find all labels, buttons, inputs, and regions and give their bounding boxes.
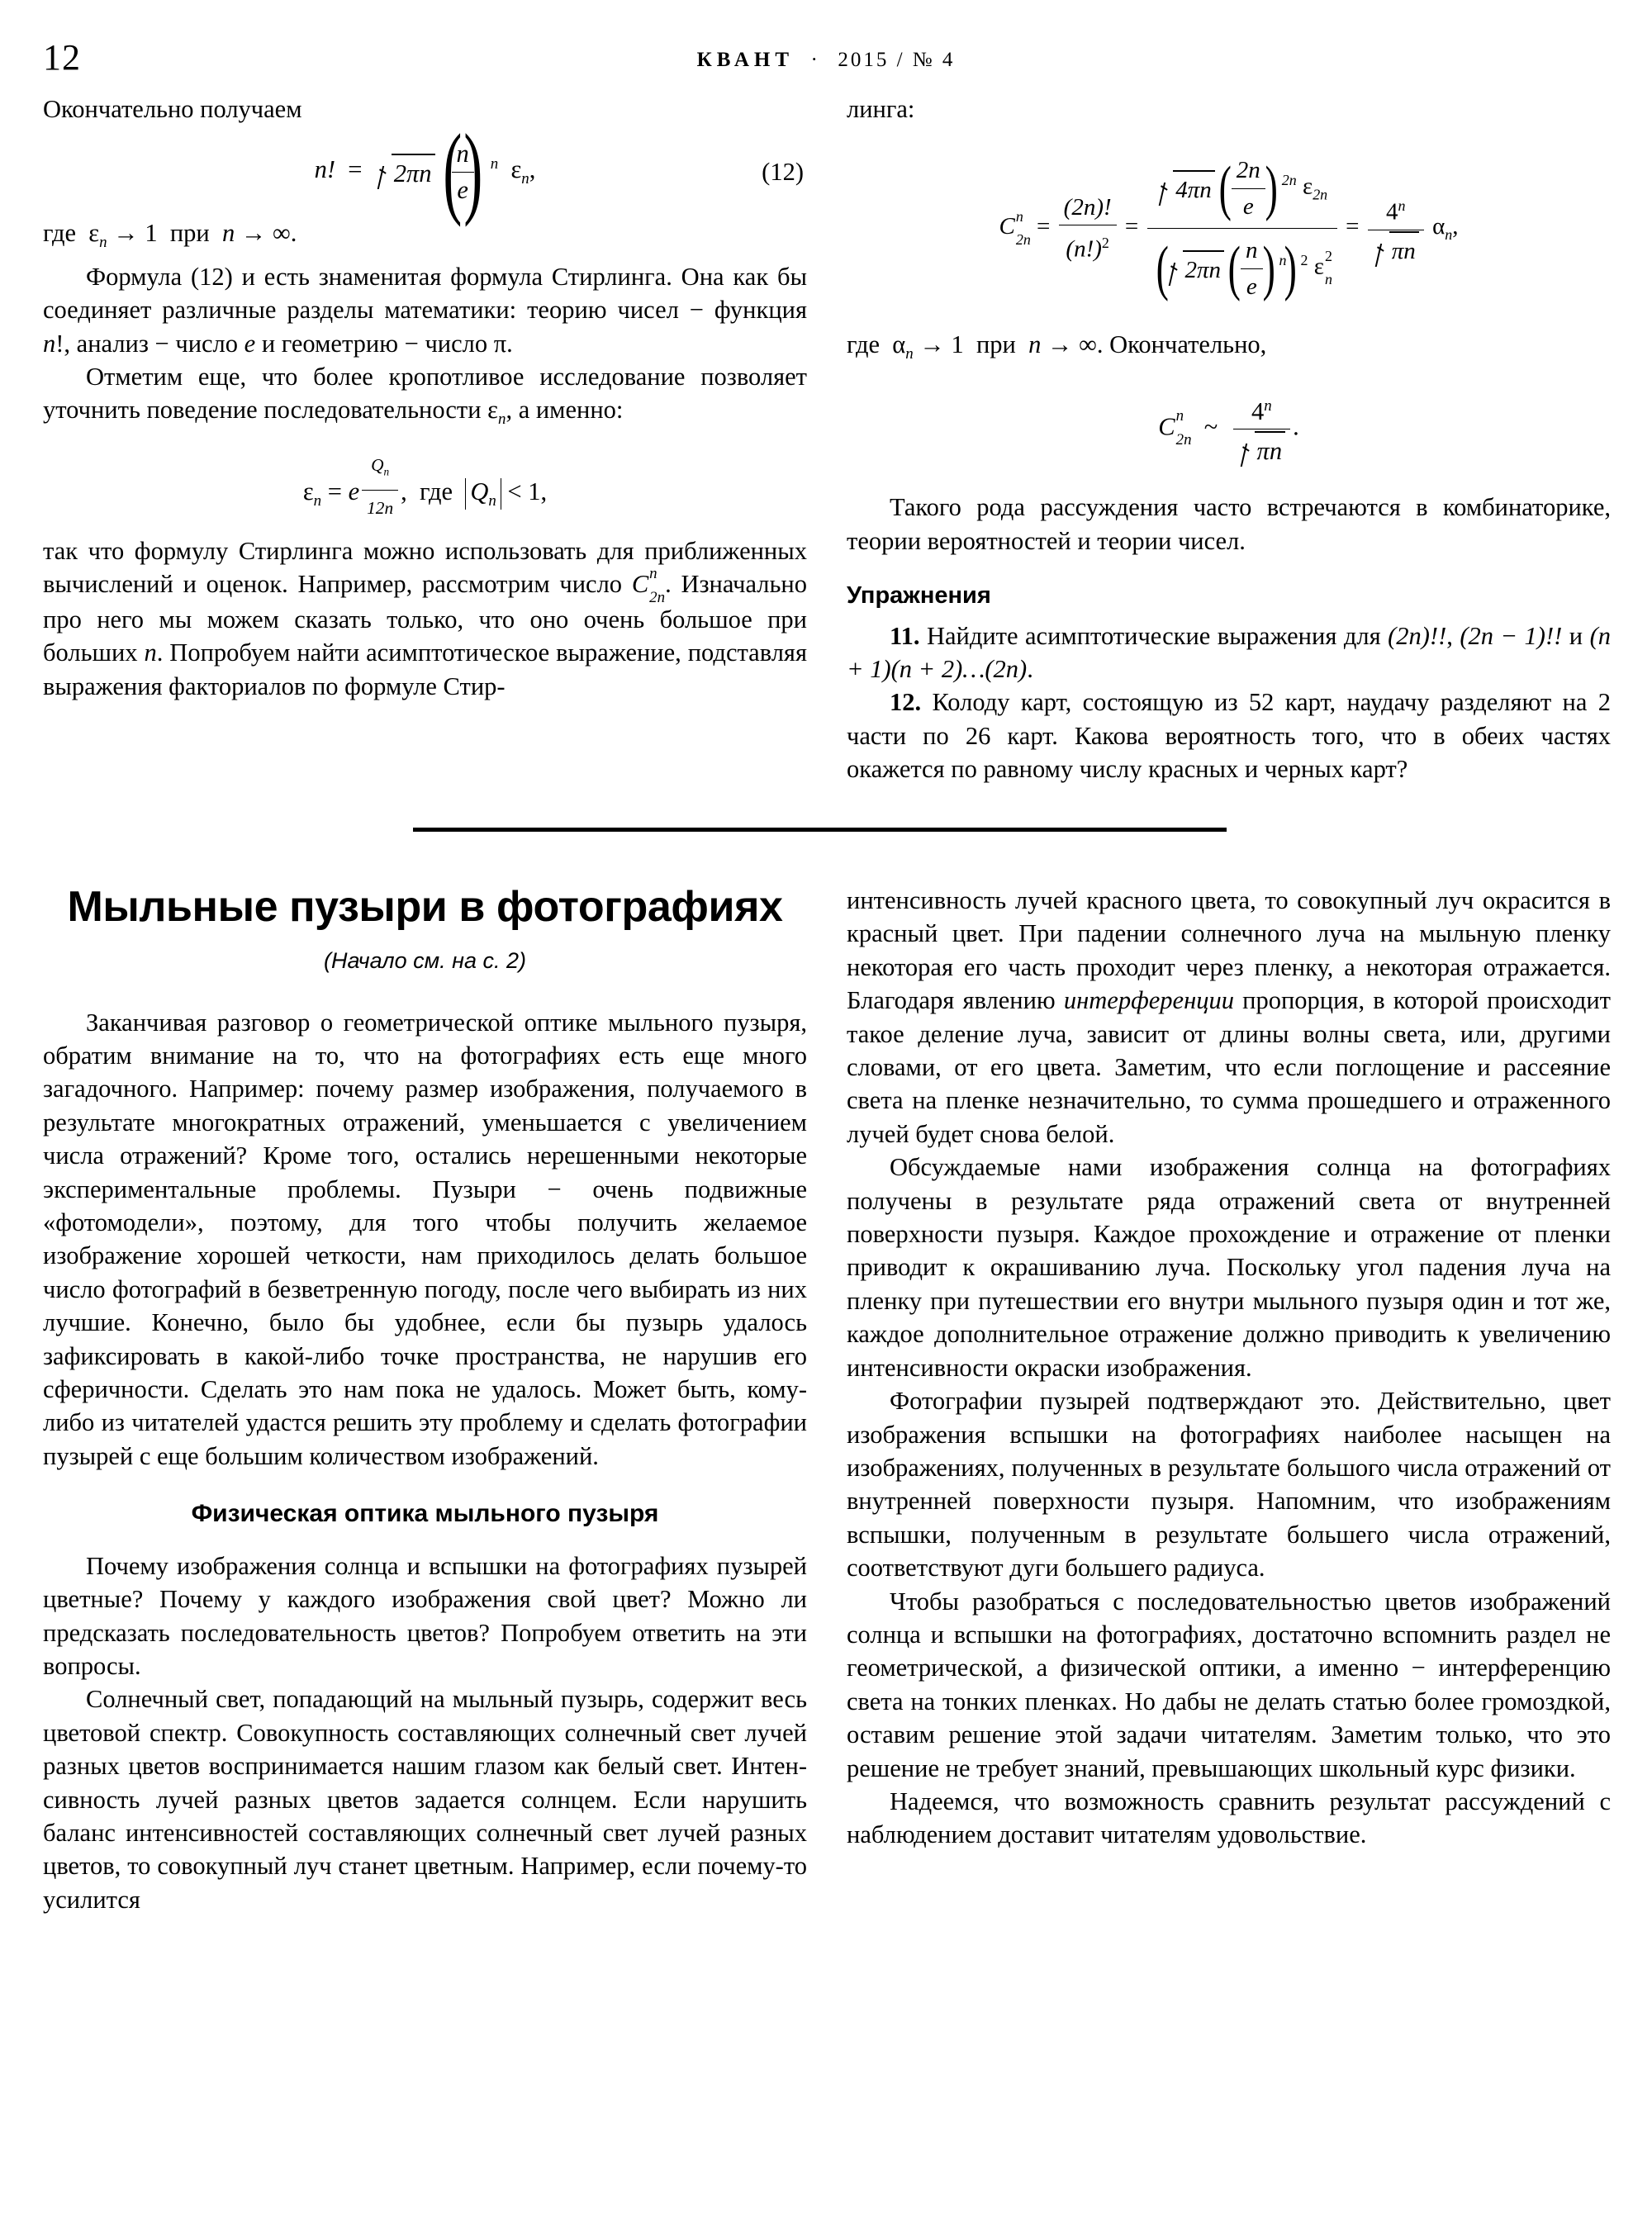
section-heading-physical-optics: Физическая оптика мыльного пузыря	[191, 1500, 659, 1528]
eq-binom-paren-bottom-outer: ( 2πn ( $\frac{n}{e}$ ) $^n$ )	[1152, 234, 1301, 303]
eq-asym-frac: $\frac{4^n}{\pi n}$	[1233, 390, 1291, 468]
math-right-column	[847, 93, 1611, 786]
where-line-1: где $\varepsilon_n \to 1$ при n → ∞.	[43, 219, 297, 252]
eq-binom-frac2: 4πn ( $\frac{2n}{e}$ ) $^{2n}$ $\varepsilon_{2n}$ ( 2πn ( $\frac{n}{e}$ ) $^n$ ) $^2$ ε 2 n	[1147, 154, 1337, 303]
bubble-right-paragraph-3: Фотографии пузырей подтверждают это. Действительно, цвет изображения вспышки на фотографиях наиболее насыщен на изображениях, полученных в результате большого числа отражений от внутренней поверхности пузыря. Напомним, что изображениям вспышки, полученным в результате большего числа отражений, соответствуют дуги большего радиуса.	[847, 1387, 1611, 1583]
eq12-comma: ,	[529, 155, 536, 184]
bubble-paragraph-1: Заканчивая разговор о геометрической оптике мыльного пузыря, обратим внимание на то, что на фотографиях есть еще много загадочного. Например: почему размер изображения, получаемого в результате многократных отражений, уменьшается с увеличением числа отражений? Кроме того, остались нерешенными некоторые экспериментальные проблемы. Пузыри − очень подвижные «фотомодели», поэтому, для того чтобы получить желаемое изображение хорошей четкости, нам приходилось делать большое число фотографий в безветренную погоду, после чего выбирать из них лучшие. Конечно, было бы удобнее, если бы пузырь удалось зафиксировать в какой-либо точке пространства, не нарушив его сферичности. Сделать это нам пока не удалось. Может быть, кому-либо из читателей удастся решить эту проблему и сделать фотографии пузырей с еще большим количеством изображений.	[43, 1008, 807, 1470]
eq12-epsilon: ε	[510, 155, 522, 184]
equation-binomial: C n 2n = $\frac{(2n)!}{(n!)^2}$ = 4πn ( $\frac{2n}{e}$ ) $^{2n}$ $\varepsilon_{2n}$ ( 2πn ( $\frac{n}{e}$ ) $^n$ ) $^2$ ε 2 n = $\frac{4^n}{\pi n}$ $\alpha_n$,	[847, 154, 1611, 303]
bubble-left-column	[43, 884, 807, 1916]
equation-epsilon: $\varepsilon_n = e$ $^{\frac{Q_n}{12n}}$ , где $Q_n < 1$,	[43, 448, 807, 524]
article-subtitle: (Начало см. на с. 2)	[323, 948, 527, 974]
eq12-sqrt: 2πn	[375, 154, 435, 190]
eq-binom-sqrt-top: 4πn	[1156, 170, 1215, 206]
C-sub-sup-asym: n 2n	[1175, 406, 1192, 449]
running-head	[0, 35, 1652, 84]
bubble-paragraph-3: Солнечный свет, попадающий на мыльный пузырь, содержит весь цветовой спектр. Совокупность составляющих солнечный свет лучей разных цветов воспринимается нашим глазом как белый свет. Интенсивность лучей разных цветов задается солнцем. Если нарушить баланс интенсивностей составляющих солнечный свет лучей разных цветов, то совокупный луч станет цветным. Например, если почему-то усилится	[43, 1685, 807, 1914]
exercises-heading: Упражнения	[847, 582, 991, 610]
equation-12	[43, 137, 807, 206]
bubble-right-paragraph-5: Надеемся, что возможность сравнить результат рассуждений с наблюдением доставит читателям удовольствие.	[847, 1787, 1611, 1849]
paragraph-combinatorics: Такого рода рассуждения часто встречаются в комбинаторике, теории вероятностей и теории чисел.	[847, 493, 1611, 555]
where-line-2: где $\alpha_n \to 1$ при n → ∞. Окончательно,	[847, 330, 1267, 363]
eq-binom-frac3: $\frac{4^n}{\pi n}$	[1368, 189, 1424, 268]
eq-eps-abs: $Q_n$	[465, 478, 501, 510]
eq12-epsilon-sub: n	[521, 170, 529, 188]
eq12-fraction: ( $\frac{n}{e}$	[452, 137, 474, 206]
eq12-equals: =	[348, 155, 363, 184]
article-title: Мыльные пузыри в фотографиях	[67, 883, 783, 931]
eq-binom-sqrt-bottom: 2πn	[1166, 250, 1225, 287]
bubble-paragraph-2: Почему изображения солнца и вспышки на фотографиях пузырей цветные? Почему у каждого изображения свой цвет? Можно ли предсказать последовательность цветов? Попробуем ответить на эти вопросы.	[43, 1551, 807, 1680]
eq-binom-frac1: $\frac{(2n)!}{(n!)^2}$	[1059, 191, 1117, 266]
journal-issue: 2015 / № 4	[838, 49, 956, 71]
emphasis-interference: интерференции	[1063, 986, 1234, 1015]
eq12-tag: (12)	[762, 158, 804, 187]
journal-name: КВАНТ	[696, 49, 794, 71]
journal-separator: ·	[810, 49, 821, 71]
eq-binom-sqrt-pn: πn	[1373, 231, 1419, 268]
exercise-11: 11. Найдите асимптотические выражения для (2n)!!, (2n − 1)!! и (n + 1)(n + 2)…(2n).	[847, 621, 1611, 683]
equation-asymptotic: C n 2n ~ $\frac{4^n}{\pi n}$ .	[847, 390, 1611, 468]
eq-binom-paren-top: ( $\frac{2n}{e}$ )	[1215, 154, 1282, 223]
page-number: 12	[43, 37, 81, 78]
bubble-right-paragraph-2: Обсуждаемые нами изображения солнца на фотографиях получены в результате ряда отражений света от внутренней поверхности пузыря. Каждое прохождение и отражение от пленки приводит к окрашиванию луча. Поскольку угол падения луча на пленку при путешествии его внутри мыльного пузыря один и тот же, каждое дополнительное отражение должно приводить к увеличению интенсивности окраски изображения.	[847, 1153, 1611, 1382]
eq12-paren	[435, 137, 491, 206]
paragraph-approximate-calcs: так что формулу Стирлинга можно использовать для приближенных вычислений и оценок. Например, рассмотрим число C n 2n . Изначально про него мы можем сказать только, что оно очень большое при больших n. Попробуем найти асимптотическое выражение, подставляя выражения факториалов по формуле Стир-	[43, 536, 807, 700]
section-divider-rule	[413, 828, 1227, 832]
lead-line: Окончательно получаем	[43, 95, 302, 123]
paragraph-refined-behaviour: Отметим еще, что более кропотливое исследование позволяет уточнить поведение последовательности $\varepsilon_n$, а именно:	[43, 362, 807, 429]
C-sub-sup-left: n 2n	[649, 565, 666, 607]
continuation-word: линга:	[847, 95, 915, 123]
paragraph-stirling-famous: Формула (12) и есть знаменитая формула Стирлинга. Она как бы соединяет различные разделы математики: теорию чисел − функция n!, анализ − число e и геометрию − число π.	[43, 262, 807, 358]
eq12-lhs: n!	[314, 155, 336, 184]
journal-line	[0, 50, 1652, 70]
math-left-column	[43, 93, 807, 703]
bubble-right-column	[847, 884, 1611, 1852]
exercise-12: 12. Колоду карт, состоящую из 52 карт, наудачу разделяют на 2 части по 26 карт. Какова вероятность того, что в обеих частях окажется по равному числу красных и черных карт?	[847, 688, 1611, 784]
eq-eps-exponent-fraction: Qn 12n	[362, 448, 398, 524]
bubble-right-paragraph-4: Чтобы разобраться с последовательностью цветов изображений солнца и вспышки на фотографиях, достаточно вспомнить раздел не геометрической, а физической оптики, а именно − интерференцию света на тонких пленках. Но дабы не делать статью более громоздкой, оставим решение этой задачи читателям. Заметим только, что это решение не требует знаний, превышающих школьный курс физики.	[847, 1587, 1611, 1782]
C-sub-sup-right: n 2n	[1015, 207, 1031, 248]
bubble-right-paragraph-1: интенсивность лучей красного цвета, то совокупный луч окрасится в красный цвет. При падении солнечного луча на мыльную пленку некоторая его часть проходит через пленку, а некоторая отражается. Благодаря явлению интерференции пропорция, в которой происходит такое деление луча, зависит от длины волны света, или, другими словами, от его цвета. Заметим, что если поглощение и рассеяние света на пленке незначительно, то сумма прошедшего и отраженного лучей будет снова белой.	[847, 886, 1611, 1148]
eq12-exponent: n	[490, 155, 499, 173]
